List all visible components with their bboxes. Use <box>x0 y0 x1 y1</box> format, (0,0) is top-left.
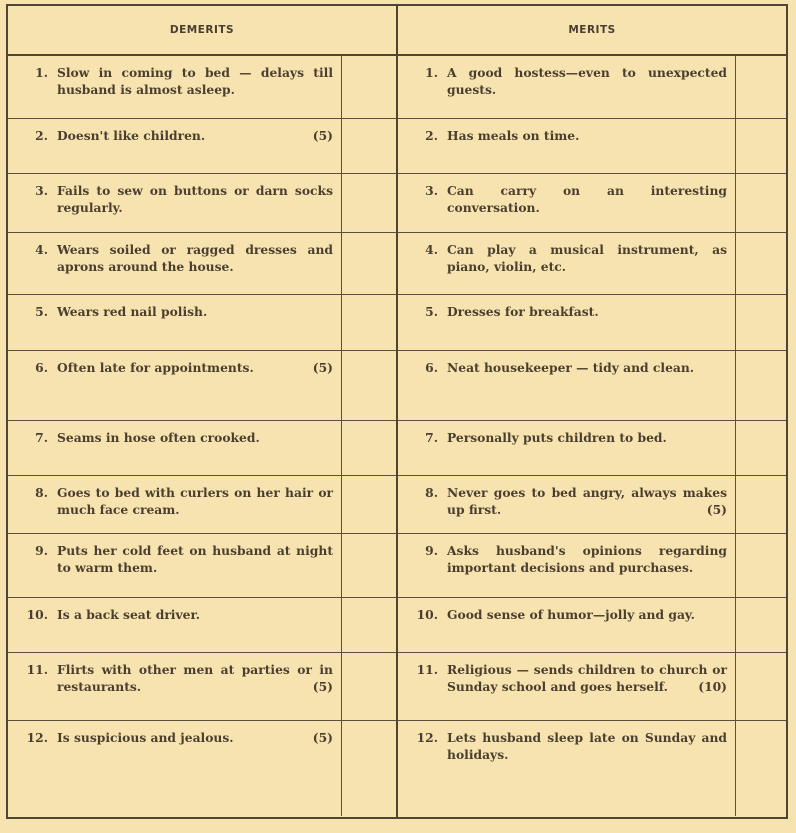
item-label: Wears red nail polish. <box>57 304 208 319</box>
item-text-cell <box>8 721 342 816</box>
score-box[interactable] <box>736 598 786 652</box>
item-description <box>447 182 727 226</box>
item-number: 6. <box>425 360 438 375</box>
demerit-row <box>8 721 396 816</box>
score-box[interactable] <box>736 56 786 118</box>
item-text-cell <box>398 598 736 652</box>
score-box[interactable] <box>736 351 786 420</box>
score-box[interactable] <box>736 233 786 294</box>
score-box[interactable] <box>342 476 396 533</box>
demerits-column <box>8 6 398 817</box>
item-text-cell <box>398 653 736 720</box>
item-description <box>57 127 333 167</box>
item-number: 6. <box>35 360 48 375</box>
item-number: 3. <box>35 183 48 198</box>
item-text-cell <box>398 476 736 533</box>
item-text-cell <box>8 598 342 652</box>
merit-row <box>398 174 786 233</box>
item-number: 7. <box>35 430 48 445</box>
score-box[interactable] <box>736 534 786 597</box>
merit-row <box>398 233 786 295</box>
item-number: 4. <box>35 242 48 257</box>
score-box[interactable] <box>342 351 396 420</box>
score-box[interactable] <box>342 233 396 294</box>
merits-column <box>398 6 786 817</box>
item-number: 7. <box>425 430 438 445</box>
item-label: Is a back seat driver. <box>57 607 201 622</box>
item-label: Asks husband's opinions regarding important decisions and purchases. <box>447 543 727 576</box>
item-text-cell <box>398 233 736 294</box>
score-box[interactable] <box>342 119 396 173</box>
item-description <box>447 64 727 112</box>
score-box[interactable] <box>342 421 396 475</box>
item-description <box>57 729 333 810</box>
item-number: 8. <box>425 485 438 500</box>
item-description <box>57 182 333 226</box>
item-description <box>57 661 333 714</box>
merit-row <box>398 534 786 598</box>
demerit-row <box>8 56 396 119</box>
item-description <box>447 241 727 288</box>
merit-row <box>398 476 786 534</box>
demerit-row <box>8 295 396 351</box>
score-box[interactable] <box>736 476 786 533</box>
item-description <box>447 606 727 646</box>
item-label: Slow in coming to bed — delays till husband is almost asleep. <box>57 65 333 98</box>
item-description <box>57 359 333 414</box>
item-text-cell <box>398 721 736 816</box>
demerit-row <box>8 119 396 174</box>
item-label: Good sense of humor—jolly and gay. <box>447 607 695 622</box>
item-label: Fails to sew on buttons or darn socks regularly. <box>57 183 333 216</box>
item-description <box>447 661 727 714</box>
item-label: Goes to bed with curlers on her hair or much face cream. <box>57 485 333 518</box>
item-label: Often late for appointments. <box>57 360 254 375</box>
item-text-cell <box>398 119 736 173</box>
demerit-row <box>8 421 396 476</box>
item-label: Dresses for breakfast. <box>447 304 599 319</box>
item-description <box>57 303 333 344</box>
item-number: 12. <box>26 730 48 745</box>
item-description <box>57 484 333 527</box>
item-text-cell <box>398 534 736 597</box>
item-label: Can play a musical instrument, as piano, violin, etc. <box>447 242 727 275</box>
item-number: 1. <box>35 65 48 80</box>
item-description <box>447 729 727 810</box>
merit-row <box>398 598 786 653</box>
item-number: 9. <box>425 543 438 558</box>
item-text-cell <box>8 295 342 350</box>
item-points: (5) <box>706 502 727 518</box>
item-label: Doesn't like children. <box>57 128 206 143</box>
item-description <box>447 429 727 469</box>
item-label: Puts her cold feet on husband at night to warm them. <box>57 543 333 576</box>
item-number: 2. <box>425 128 438 143</box>
merit-row <box>398 721 786 816</box>
item-description <box>447 359 727 414</box>
score-box[interactable] <box>736 174 786 232</box>
item-text-cell <box>8 174 342 232</box>
merits-header: MERITS <box>398 6 786 56</box>
item-points: (5) <box>312 360 333 375</box>
item-number: 11. <box>26 662 48 677</box>
item-number: 8. <box>35 485 48 500</box>
item-description <box>447 484 727 527</box>
item-text-cell <box>398 421 736 475</box>
item-label: A good hostess—even to unexpected guests. <box>447 65 727 98</box>
item-points: (5) <box>312 730 333 745</box>
merit-demerit-table <box>6 4 788 819</box>
score-box[interactable] <box>342 598 396 652</box>
score-box[interactable] <box>342 534 396 597</box>
score-box[interactable] <box>342 174 396 232</box>
score-box[interactable] <box>342 721 396 816</box>
item-text-cell <box>8 56 342 118</box>
item-description <box>57 606 333 646</box>
item-number: 2. <box>35 128 48 143</box>
item-text-cell <box>398 295 736 350</box>
demerits-header: DEMERITS <box>8 6 396 56</box>
item-number: 12. <box>416 730 438 745</box>
item-number: 4. <box>425 242 438 257</box>
item-text-cell <box>8 421 342 475</box>
item-text-cell <box>8 476 342 533</box>
item-number: 9. <box>35 543 48 558</box>
merit-row <box>398 653 786 721</box>
item-description <box>57 429 333 469</box>
item-description <box>57 64 333 112</box>
item-text-cell <box>8 351 342 420</box>
item-points: (10) <box>698 679 727 695</box>
merit-row <box>398 119 786 174</box>
score-box[interactable] <box>342 653 396 720</box>
score-box[interactable] <box>736 721 786 816</box>
item-text-cell <box>8 534 342 597</box>
score-box[interactable] <box>342 56 396 118</box>
item-text-cell <box>8 119 342 173</box>
score-box[interactable] <box>342 295 396 350</box>
score-box[interactable] <box>736 119 786 173</box>
item-label: Can carry on an interesting conversation. <box>447 183 727 216</box>
merit-row <box>398 295 786 351</box>
score-box[interactable] <box>736 295 786 350</box>
demerit-row <box>8 598 396 653</box>
item-points: (5) <box>312 128 333 143</box>
demerits-rows <box>8 56 396 817</box>
item-label: Lets husband sleep late on Sunday and holidays. <box>447 730 727 763</box>
item-text-cell <box>398 56 736 118</box>
item-text-cell <box>398 351 736 420</box>
item-number: 10. <box>26 607 48 622</box>
score-box[interactable] <box>736 653 786 720</box>
demerit-row <box>8 534 396 598</box>
item-number: 1. <box>425 65 438 80</box>
item-label: Flirts with other men at parties or in restaurants. <box>57 662 333 695</box>
item-label: Religious — sends children to church or Sunday school and goes herself. <box>447 662 727 695</box>
item-description <box>447 303 727 344</box>
item-label: Neat housekeeper — tidy and clean. <box>447 360 695 375</box>
item-label: Has meals on time. <box>447 128 580 143</box>
item-description <box>57 241 333 288</box>
merit-row <box>398 421 786 476</box>
merit-row <box>398 351 786 421</box>
item-points: (5) <box>312 679 333 695</box>
item-text-cell <box>398 174 736 232</box>
demerit-row <box>8 233 396 295</box>
item-number: 10. <box>416 607 438 622</box>
item-text-cell <box>8 233 342 294</box>
item-text-cell <box>8 653 342 720</box>
item-number: 3. <box>425 183 438 198</box>
item-number: 5. <box>425 304 438 319</box>
item-number: 11. <box>416 662 438 677</box>
item-description <box>447 542 727 591</box>
item-label: Personally puts children to bed. <box>447 430 667 445</box>
demerit-row <box>8 476 396 534</box>
merit-row <box>398 56 786 119</box>
demerit-row <box>8 174 396 233</box>
item-description <box>57 542 333 591</box>
demerit-row <box>8 653 396 721</box>
demerit-row <box>8 351 396 421</box>
item-description <box>447 127 727 167</box>
item-label: Wears soiled or ragged dresses and aprons around the house. <box>57 242 333 275</box>
score-box[interactable] <box>736 421 786 475</box>
item-number: 5. <box>35 304 48 319</box>
merits-rows <box>398 56 786 817</box>
item-label: Is suspicious and jealous. <box>57 730 234 745</box>
item-label: Never goes to bed angry, always makes up first. <box>447 485 727 518</box>
item-label: Seams in hose often crooked. <box>57 430 260 445</box>
